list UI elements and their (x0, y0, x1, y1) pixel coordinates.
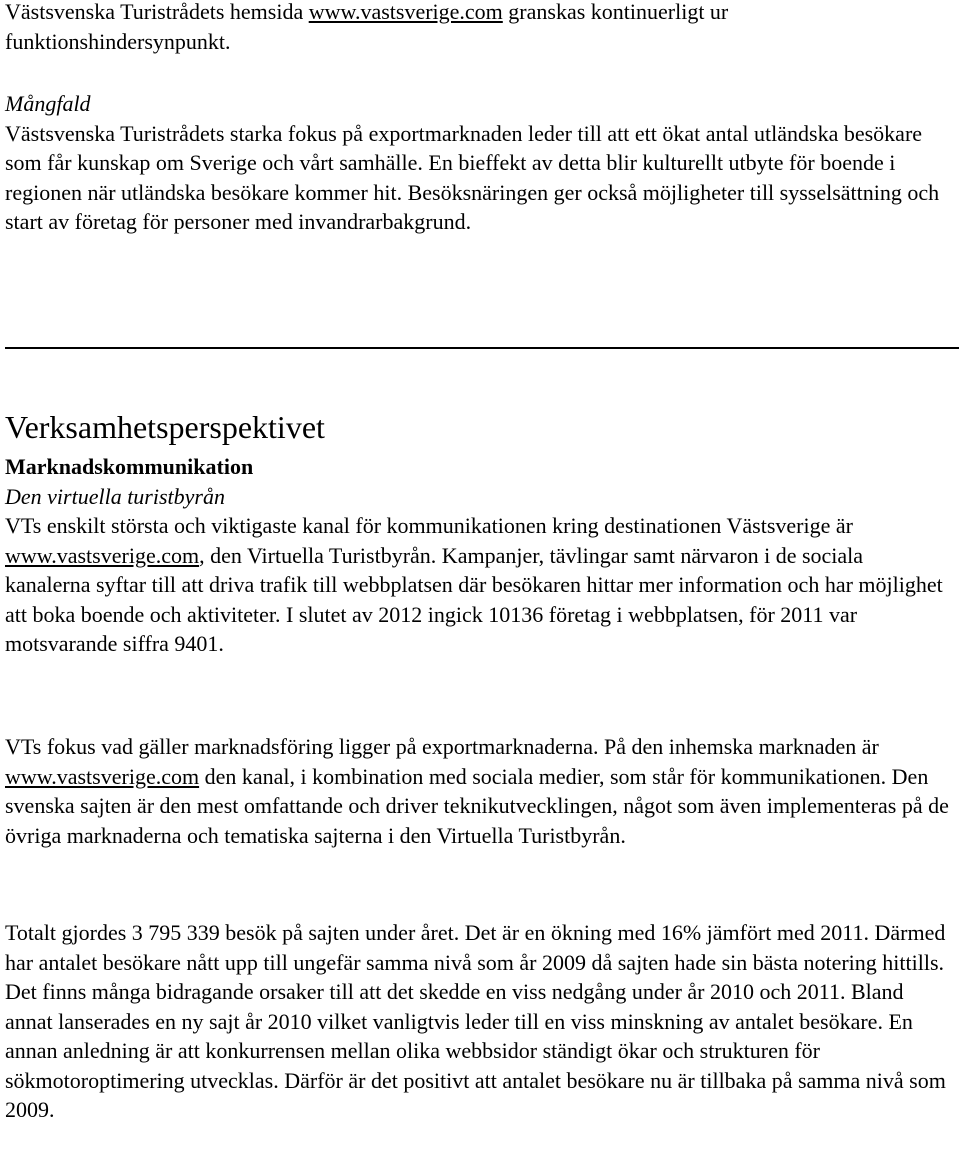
p1-text-before-link: VTs enskilt största och viktigaste kanal för kommunikationen kring destinationen Västsverige är (5, 513, 853, 538)
p2-text-after-link: den kanal, i kombination med sociala medier, som står för kommunikationen. Den svenska sajten är den mest omfattande och driver teknikutvecklingen, något som även implementeras på de övriga marknaderna och tematiska sajterna i den Virtuella Turistbyrån. (5, 763, 949, 848)
vastsverige-link-intro[interactable]: www.vastsverige.com (308, 0, 503, 24)
intro-paragraph (5, 0, 952, 56)
intro-text-after-link: granskas kontinuerligt ur funktionshindersynpunkt. (5, 0, 729, 54)
subsection-heading: Marknadskommunikation (5, 454, 254, 479)
marknadskommunikation-section (5, 452, 952, 659)
p1-text-after-link: , den Virtuella Turistbyrån. Kampanjer, tävlingar samt närvaron i de sociala kanalerna syftar till att driva trafik till webbplatsen där besökaren hittar mer information och har möjlighet att boka boende och aktiviteter. I slutet av 2012 ingick 10136 företag i webbplatsen, för 2011 var motsvarande siffra 9401. (5, 542, 943, 656)
horizontal-divider (5, 347, 959, 349)
paragraph-1 (5, 511, 952, 659)
mangfald-section (5, 89, 952, 237)
vastsverige-link-p2[interactable]: www.vastsverige.com (5, 763, 200, 789)
vastsverige-link-p1[interactable]: www.vastsverige.com (5, 542, 200, 568)
mangfald-paragraph: Västsvenska Turistrådets starka fokus på exportmarknaden leder till att ett ökat antal utländska besökare som får kunskap om Sverige och vårt samhälle. En bieffekt av detta blir kulturellt utbyte för boende i regionen när utländska besökare kommer hit. Besöksnäringen ger också möjligheter till sysselsättning och start av företag för personer med invandrarbakgrund. (5, 120, 940, 234)
paragraph-2 (5, 732, 952, 850)
p2-text-before-link: VTs fokus vad gäller marknadsföring ligger på exportmarknaderna. På den inhemska marknaden är (5, 734, 879, 759)
italic-subheading: Den virtuella turistbyrån (5, 483, 225, 509)
paragraph-3: Totalt gjordes 3 795 339 besök på sajten under året. Det är en ökning med 16% jämfört med 2011. Därmed har antalet besökare nått upp till ungefär samma nivå som år 2009 då sajten hade sin bästa notering hittills. Det finns många bidragande orsaker till att det skedde en viss nedgång under år 2010 och 2011. Bland annat lanserades en ny sajt år 2010 vilket vanligtvis leder till en viss minskning av antalet besökare. En annan anledning är att konkurrensen mellan olika webbsidor ständigt ökar och strukturen för sökmotoroptimering utvecklas. Därför är det positivt att antalet besökare nu är tillbaka på samma nivå som 2009. (5, 920, 946, 1122)
section-title: Verksamhetsperspektivet (5, 409, 325, 446)
intro-text-before-link: Västsvenska Turistrådets hemsida (5, 0, 309, 24)
mangfald-heading: Mångfald (5, 91, 91, 116)
